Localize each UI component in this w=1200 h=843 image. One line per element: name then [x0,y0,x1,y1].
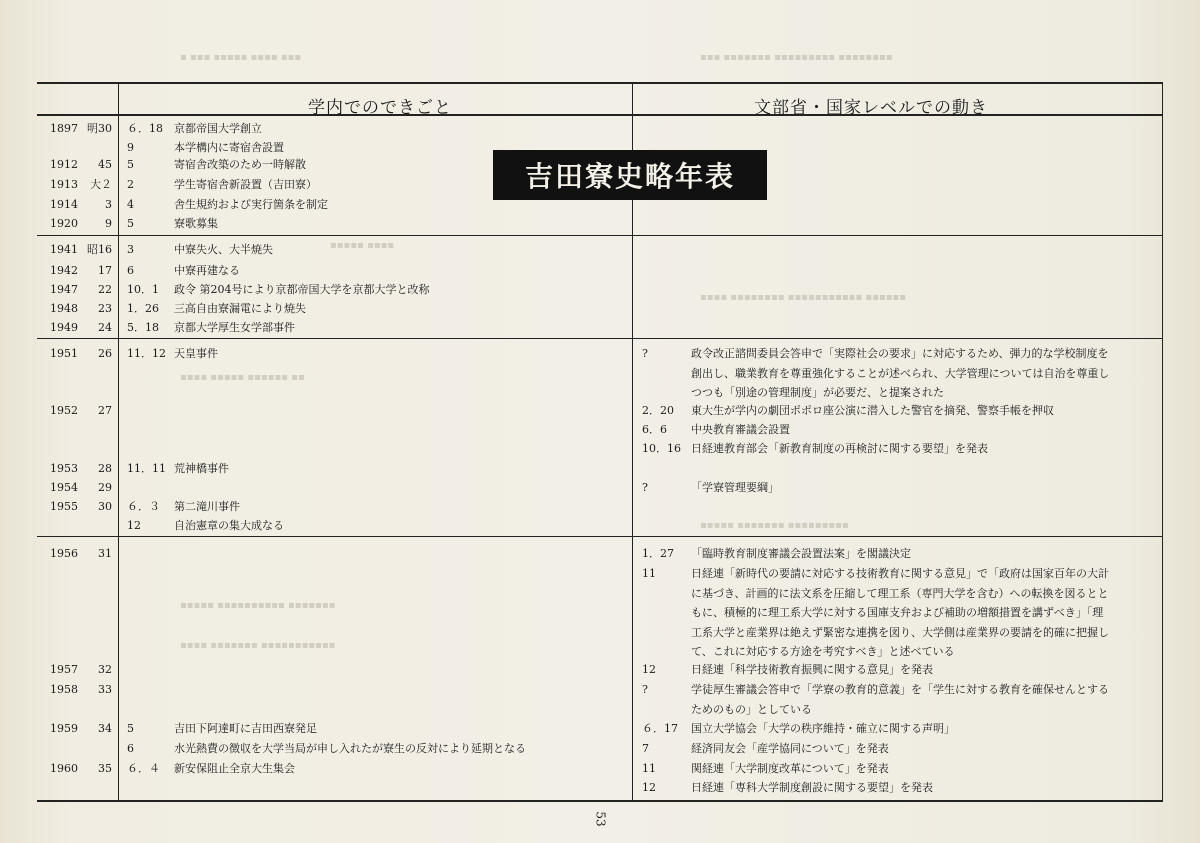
campus-event-date: ６．３ [127,500,160,513]
campus-event-date: 12 [127,519,141,532]
era-label: 33 [98,683,112,696]
campus-event-date: 1．26 [127,302,159,315]
year-label: 1897 [50,122,78,135]
campus-event-text: 水光熱費の徴収を大学当局が申し入れたが寮生の反対により延期となる [174,742,526,755]
era-label: 34 [98,722,112,735]
year-label: 1953 [50,462,78,475]
campus-event-text: 寮歌募集 [174,217,218,230]
era-label: 45 [98,158,112,171]
campus-event-text: 京都帝国大学創立 [174,122,262,135]
campus-event-text: 三高自由寮漏電により焼失 [174,302,306,315]
bleed-through-text: ▪▪▪▪ ▪▪▪▪▪▪▪ ▪▪▪▪▪▪▪▪▪▪▪ [180,640,336,651]
national-event-text: ためのもの」としている [691,702,812,716]
year-label: 1912 [50,158,78,171]
national-event-text: 国立大学協会「大学の秩序維持・確立に関する声明」 [691,722,955,735]
campus-event-date: 4 [127,198,134,211]
national-event-date: 11 [642,567,656,580]
national-event-text: に基づき、計画的に法文系を圧縮して理工系（専門大学を含む）への転換を図るとと [691,586,1109,600]
year-label: 1913 [50,178,78,191]
campus-event-text: 政令 第204号により京都帝国大学を京都大学と改称 [174,283,430,296]
campus-event-text: 学生寄宿舎新設置（吉田寮） [174,178,317,191]
national-event-text: 政令改正諮問委員会答申で「実際社会の要求」に対応するため、弾力的な学校制度を [691,347,1109,360]
era-label: 27 [98,404,112,417]
bleed-through-text: ▪ ▪▪▪ ▪▪▪▪▪ ▪▪▪▪ ▪▪▪ [180,52,302,63]
campus-event-date: 5 [127,158,134,171]
era-label: 28 [98,462,112,475]
campus-event-text: 京都大学厚生女学部事件 [174,321,295,334]
year-label: 1947 [50,283,78,296]
campus-event-text: 天皇事件 [174,347,218,360]
campus-event-text: 中寮再建なる [174,264,240,277]
national-event-text: 日経連「専科大学制度創設に関する要望」を発表 [691,781,933,794]
national-event-text: 創出し、職業教育を尊重強化することが述べられ、大学管理については自治を尊重し [691,366,1110,380]
bleed-through-text: ▪▪▪▪▪ ▪▪▪▪▪▪▪▪▪▪ ▪▪▪▪▪▪▪ [180,600,336,611]
national-event-date: ? [642,481,648,494]
bleed-through-text: ▪▪▪▪ ▪▪▪▪▪▪▪▪ ▪▪▪▪▪▪▪▪▪▪▪ ▪▪▪▪▪▪ [700,292,907,303]
campus-event-text: 荒神橋事件 [174,462,229,475]
year-label: 1955 [50,500,78,513]
campus-event-date: 9 [127,141,134,154]
section-rule [37,235,1163,236]
table-bottom-rule [37,800,1163,802]
national-event-date: ? [642,683,648,696]
national-event-text: 中央教育審議会設置 [691,423,790,436]
era-label: 9 [105,217,112,230]
section-rule [37,338,1163,339]
era-label: 24 [98,321,112,334]
national-event-text: 経済同友会「産学協同について」を発表 [691,742,889,755]
era-label: 昭16 [87,243,112,256]
campus-event-date: 10．1 [127,283,159,296]
campus-event-date: 11．12 [127,347,166,360]
national-event-text: 東大生が学内の劇団ポポロ座公演に潜入した警官を摘発、警察手帳を押収 [691,404,1054,417]
section-rule [37,536,1163,537]
year-label: 1956 [50,547,78,560]
year-label: 1959 [50,722,78,735]
era-label: 35 [98,762,112,775]
national-event-text: 学徒厚生審議会答申で「学寮の教育的意義」を「学生に対する教育を確保せんとする [691,683,1109,696]
campus-event-date: ６．４ [127,762,160,775]
year-label: 1951 [50,347,78,360]
era-label: 31 [98,547,112,560]
national-event-text: 日経連「新時代の要請に対応する技術教育に関する意見」で「政府は国家百年の大計 [691,567,1109,580]
national-event-text: 関経連「大学制度改革について」を発表 [691,762,889,775]
era-label: 26 [98,347,112,360]
campus-event-text: 自治憲章の集大成なる [174,519,284,532]
national-event-text: 「臨時教育制度審議会設置法案」を閣議決定 [691,547,911,560]
bleed-through-text: ▪▪▪▪ ▪▪▪▪▪ ▪▪▪▪▪▪ ▪▪ [180,372,305,383]
year-label: 1941 [50,243,78,256]
national-event-text: 工系大学と産業界は絶えず緊密な連携を図り、大学側は産業界の要請を的確に把握し [691,625,1109,639]
era-label: 32 [98,663,112,676]
bleed-through-text: ▪▪▪ ▪▪▪▪▪▪▪ ▪▪▪▪▪▪▪▪▪ ▪▪▪▪▪▪▪▪ [700,52,893,63]
campus-event-date: 5 [127,722,134,735]
campus-event-text: 新安保阻止全京大生集会 [174,762,295,775]
year-label: 1958 [50,683,78,696]
national-column-header: 文部省・国家レベルでの動き [754,98,988,118]
national-event-date: 12 [642,781,656,794]
page-title: 吉田寮史略年表 [493,150,767,200]
national-event-text: もに、積極的に理工系大学に対する国庫支弁および補助の増額措置を講ずべき」「理 [691,606,1104,619]
campus-event-text: 中寮失火、大半焼失 [174,243,273,256]
header-bottom-rule [37,114,1163,116]
era-label: 明30 [87,122,112,135]
campus-event-date: 5 [127,217,134,230]
national-event-date: 10．16 [642,442,681,455]
era-label: 大２ [90,178,112,191]
era-label: 3 [105,198,112,211]
national-event-date: ? [642,347,648,360]
campus-event-date: 6 [127,264,134,277]
table-top-rule [37,82,1163,84]
national-event-text: 日経連教育部会「新教育制度の再検討に関する要望」を発表 [691,442,988,455]
campus-event-text: 舎生規約および実行箇条を制定 [174,198,328,211]
campus-event-text: 寄宿舎改築のため一時解散 [174,158,306,171]
year-label: 1914 [50,198,78,211]
campus-event-date: ６．18 [127,122,163,135]
national-event-date: 2．20 [642,404,674,417]
year-label: 1948 [50,302,78,315]
campus-event-date: 2 [127,178,134,191]
national-event-text: 日経連「科学技術教育振興に関する意見」を発表 [691,663,933,676]
era-label: 17 [98,264,112,277]
national-event-date: ６．17 [642,722,678,735]
bleed-through-text: ▪▪▪▪▪ ▪▪▪▪ [330,240,395,251]
era-label: 23 [98,302,112,315]
campus-event-text: 吉田下阿達町に吉田西寮発足 [174,722,317,735]
column-divider-date [118,82,119,802]
national-event-text: 「学寮管理要綱」 [691,481,779,494]
year-label: 1949 [50,321,78,334]
table-right-edge [1162,82,1163,802]
campus-event-date: 5．18 [127,321,159,334]
year-label: 1920 [50,217,78,230]
national-event-text: て、これに対応する方途を考究すべき」と述べている [691,645,955,658]
page-number: 53 [593,811,608,827]
campus-event-text: 本学構内に寄宿舎設置 [174,141,284,154]
national-event-date: 6．6 [642,423,667,436]
national-event-date: 7 [642,742,649,755]
year-label: 1942 [50,264,78,277]
campus-event-text: 第二滝川事件 [174,500,240,513]
national-event-date: 12 [642,663,656,676]
campus-event-date: 6 [127,742,134,755]
era-label: 22 [98,283,112,296]
campus-event-date: 3 [127,243,134,256]
national-event-date: 11 [642,762,656,775]
year-label: 1960 [50,762,78,775]
campus-column-header: 学内でのできごと [308,98,452,118]
year-label: 1957 [50,663,78,676]
era-label: 29 [98,481,112,494]
year-label: 1954 [50,481,78,494]
era-label: 30 [98,500,112,513]
national-event-date: 1．27 [642,547,674,560]
national-event-text: つつも「別途の管理制度」が必要だ、と提案された [691,386,944,399]
year-label: 1952 [50,404,78,417]
campus-event-date: 11．11 [127,462,166,475]
bleed-through-text: ▪▪▪▪▪ ▪▪▪▪▪▪▪ ▪▪▪▪▪▪▪▪▪ [700,520,849,531]
